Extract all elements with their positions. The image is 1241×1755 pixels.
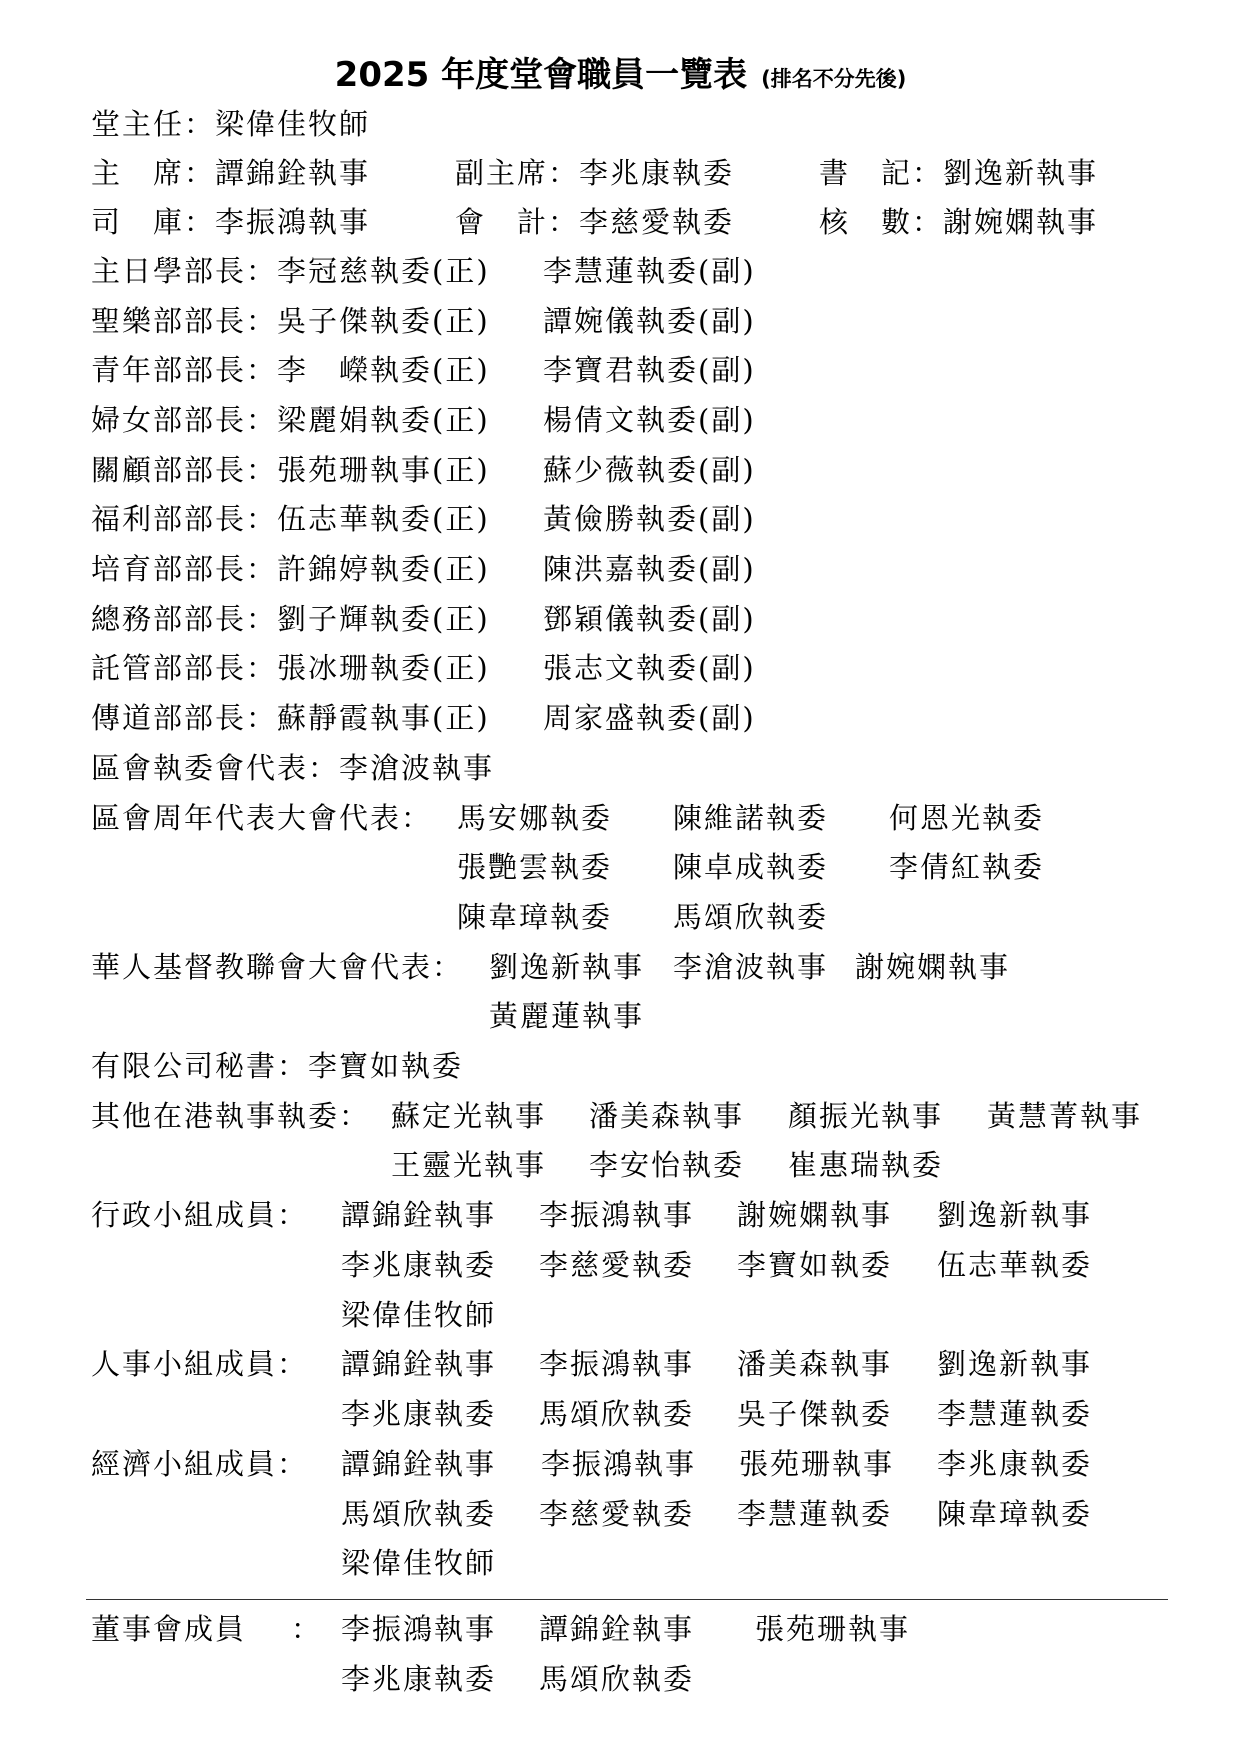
department-row	[91, 544, 991, 594]
member-name: 張苑珊執事	[739, 1447, 895, 1481]
district-assembly-row	[91, 892, 1191, 942]
member-name: 伍志華執委	[937, 1248, 1093, 1282]
department-row	[91, 643, 991, 693]
member-name: 李倩紅執委	[889, 850, 1045, 884]
officers-row-1	[91, 148, 1191, 198]
department-head: 福利部部長：伍志華執委(正)	[91, 502, 490, 536]
chinese-christian-label: 華人基督教聯會大會代表：	[91, 950, 464, 984]
admin-group-row	[91, 1240, 1191, 1290]
others-hk-row	[91, 1091, 1221, 1141]
officer-auditor: 核 數：謝婉嫻執事	[819, 205, 1099, 239]
member-name: 梁偉佳牧師	[341, 1298, 497, 1332]
member-name: 劉逸新執事	[937, 1198, 1093, 1232]
company-secretary: 有限公司秘書：李寶如執委	[91, 1049, 464, 1083]
admin-group-row	[91, 1190, 1191, 1240]
member-name: 潘美森執事	[737, 1347, 893, 1381]
member-name: 謝婉嫻執事	[737, 1198, 893, 1232]
member-name: 譚錦銓執事	[341, 1447, 497, 1481]
department-head: 主日學部長：李冠慈執委(正)	[91, 254, 490, 288]
department-row	[91, 445, 991, 495]
district-assembly-row	[91, 842, 1191, 892]
member-name: 譚錦銓執事	[341, 1198, 497, 1232]
member-name: 何恩光執委	[889, 801, 1045, 835]
member-name: 李兆康執委	[341, 1397, 497, 1431]
member-name: 謝婉嫻執事	[855, 950, 1011, 984]
board-row	[91, 1604, 1191, 1654]
chinese-christian-row	[91, 991, 1191, 1041]
department-deputy: 楊倩文執委(副)	[543, 403, 756, 437]
member-name: 李兆康執委	[341, 1662, 497, 1696]
department-deputy: 李寶君執委(副)	[543, 353, 756, 387]
admin-group-label: 行政小組成員：	[91, 1198, 309, 1232]
member-name: 陳韋璋執委	[937, 1497, 1093, 1531]
department-row	[91, 246, 991, 296]
member-name: 馬頌欣執委	[673, 900, 829, 934]
department-row	[91, 395, 991, 445]
department-row	[91, 693, 991, 743]
department-deputy: 李慧蓮執委(副)	[543, 254, 756, 288]
member-name: 黃麗蓮執事	[489, 999, 645, 1033]
officer-secretary: 書 記：劉逸新執事	[819, 156, 1099, 190]
finance-group-row	[91, 1439, 1191, 1489]
personnel-group-row	[91, 1389, 1191, 1439]
member-name: 陳卓成執委	[673, 850, 829, 884]
member-name: 崔惠瑞執委	[788, 1148, 944, 1182]
member-name: 李振鴻執事	[539, 1198, 695, 1232]
department-deputy: 譚婉儀執委(副)	[543, 304, 756, 338]
department-head: 培育部部長：許錦婷執委(正)	[91, 552, 490, 586]
member-name: 王靈光執事	[391, 1148, 547, 1182]
department-head: 婦女部部長：梁麗娟執委(正)	[91, 403, 490, 437]
board-label: 董事會成員	[91, 1612, 247, 1646]
finance-group-label: 經濟小組成員：	[91, 1447, 309, 1481]
member-name: 李安怡執委	[589, 1148, 745, 1182]
member-name: 馬頌欣執委	[341, 1497, 497, 1531]
member-name: 李振鴻執事	[341, 1612, 497, 1646]
finance-group-row	[91, 1489, 1191, 1539]
member-name: 顏振光執事	[788, 1099, 944, 1133]
department-deputy: 張志文執委(副)	[543, 651, 756, 685]
board-row	[91, 1654, 1191, 1704]
district-assembly-row	[91, 793, 1191, 843]
personnel-group-label: 人事小組成員：	[91, 1347, 309, 1381]
district-exec-rep: 區會執委會代表：李滄波執事	[91, 751, 495, 785]
member-name: 李慧蓮執委	[937, 1397, 1093, 1431]
finance-group-row	[91, 1538, 1191, 1588]
department-deputy: 黃儉勝執委(副)	[543, 502, 756, 536]
board-colon: ：	[291, 1612, 323, 1646]
page-title	[0, 50, 1241, 104]
member-name: 潘美森執事	[589, 1099, 745, 1133]
member-name: 李慧蓮執委	[737, 1497, 893, 1531]
section-divider	[86, 1599, 1168, 1600]
member-name: 吳子傑執委	[737, 1397, 893, 1431]
others-hk-label: 其他在港執事執委：	[91, 1099, 371, 1133]
department-deputy: 蘇少薇執委(副)	[543, 453, 756, 487]
member-name: 李兆康執委	[937, 1447, 1093, 1481]
department-head: 傳道部部長：蘇靜霞執事(正)	[91, 701, 490, 735]
department-row	[91, 494, 991, 544]
member-name: 馬頌欣執委	[539, 1662, 695, 1696]
member-name: 李寶如執委	[737, 1248, 893, 1282]
title-text: 2025 年度堂會職員一覽表	[334, 55, 748, 95]
department-head: 青年部部長：李 嶸執委(正)	[91, 353, 490, 387]
member-name: 譚錦銓執事	[539, 1612, 695, 1646]
officer-vice-chairman: 副主席：李兆康執委	[455, 156, 735, 190]
member-name: 李慈愛執委	[539, 1248, 695, 1282]
department-head: 關顧部部長：張苑珊執事(正)	[91, 453, 490, 487]
officer-treasurer: 司 庫：李振鴻執事	[91, 205, 371, 239]
member-name: 李慈愛執委	[539, 1497, 695, 1531]
title-subtitle: (排名不分先後)	[761, 67, 907, 91]
department-deputy: 鄧穎儀執委(副)	[543, 602, 756, 636]
department-deputy: 陳洪嘉執委(副)	[543, 552, 756, 586]
member-name: 梁偉佳牧師	[341, 1546, 497, 1580]
member-name: 劉逸新執事	[489, 950, 645, 984]
member-name: 陳韋璋執委	[457, 900, 613, 934]
member-name: 李滄波執事	[673, 950, 829, 984]
department-head: 聖樂部部長：吳子傑執委(正)	[91, 304, 490, 338]
officers-row-2	[91, 197, 1191, 247]
department-row	[91, 296, 991, 346]
member-name: 陳維諾執委	[673, 801, 829, 835]
member-name: 馬安娜執委	[457, 801, 613, 835]
personnel-group-row	[91, 1339, 1191, 1389]
department-head: 總務部部長：劉子輝執委(正)	[91, 602, 490, 636]
others-hk-row	[91, 1140, 1221, 1190]
officer-accountant: 會 計：李慈愛執委	[455, 205, 735, 239]
admin-group-row	[91, 1290, 1191, 1340]
member-name: 黃慧菁執事	[987, 1099, 1143, 1133]
member-name: 李振鴻執事	[541, 1447, 697, 1481]
member-name: 馬頌欣執委	[539, 1397, 695, 1431]
department-row	[91, 594, 991, 644]
pastor-line: 堂主任：梁偉佳牧師	[91, 107, 371, 141]
member-name: 蘇定光執事	[391, 1099, 547, 1133]
member-name: 張艷雲執委	[457, 850, 613, 884]
member-name: 譚錦銓執事	[341, 1347, 497, 1381]
member-name: 劉逸新執事	[937, 1347, 1093, 1381]
department-row	[91, 345, 991, 395]
district-assembly-label: 區會周年代表大會代表：	[91, 801, 433, 835]
member-name: 李兆康執委	[341, 1248, 497, 1282]
chinese-christian-row	[91, 942, 1191, 992]
officer-chairman: 主 席：譚錦銓執事	[91, 156, 371, 190]
member-name: 張苑珊執事	[755, 1612, 911, 1646]
department-head: 託管部部長：張冰珊執委(正)	[91, 651, 490, 685]
department-deputy: 周家盛執委(副)	[543, 701, 756, 735]
member-name: 李振鴻執事	[539, 1347, 695, 1381]
